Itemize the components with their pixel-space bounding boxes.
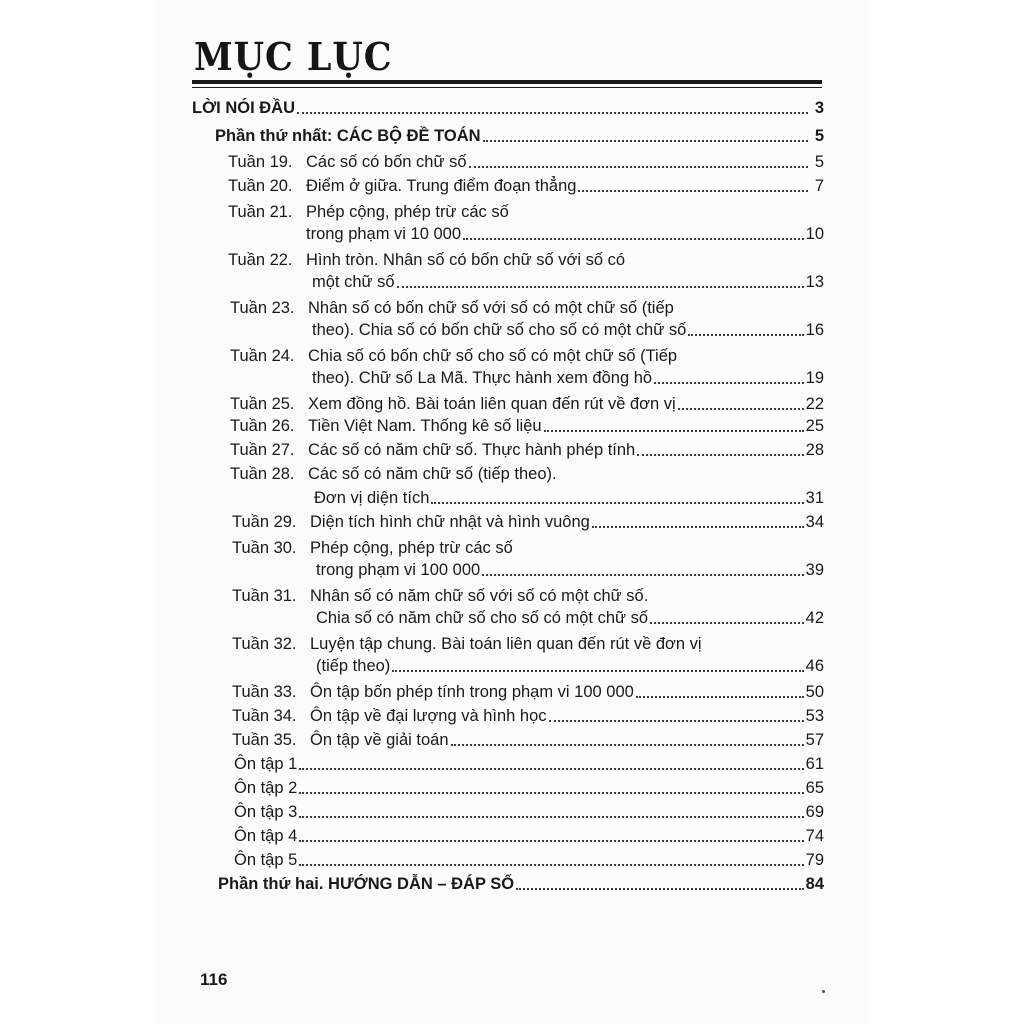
toc-page-number: 31: [805, 489, 824, 507]
toc-entry-week-29[interactable]: [232, 510, 824, 532]
toc-entry-text: Diện tích hình chữ nhật và hình vuông: [310, 513, 590, 531]
toc-entry-text: Nhân số có bốn chữ số với số có một chữ số (tiếp: [308, 299, 674, 317]
toc-entry-text: Phép cộng, phép trừ các số: [306, 203, 509, 221]
dot-leader: [678, 408, 804, 410]
week-label: Tuần 28.: [230, 465, 295, 483]
dot-leader: [654, 382, 804, 384]
dot-leader: [482, 574, 803, 576]
toc-entry-week-23-line1[interactable]: [230, 296, 674, 318]
toc-entry-week-35[interactable]: [232, 728, 824, 750]
toc-entry-text: Chia số có năm chữ số cho số có một chữ số: [316, 609, 649, 627]
toc-page-number: 10: [805, 225, 824, 243]
week-label: Tuần 27.: [230, 441, 295, 459]
toc-page-number: 84: [805, 875, 824, 893]
toc-page-number: 65: [805, 779, 824, 797]
toc-entry-text: Các số có bốn chữ số: [306, 153, 467, 171]
toc-entry-week-31[interactable]: [316, 606, 824, 628]
toc-page-number: 5: [814, 153, 824, 171]
toc-entry-text: Ôn tập bốn phép tính trong phạm vi 100 000: [310, 683, 634, 701]
toc-page-number: 16: [805, 321, 824, 339]
toc-entry-text: theo). Chia số có bốn chữ số cho số có một chữ số: [312, 321, 687, 339]
toc-entry-part2[interactable]: [218, 872, 824, 894]
dot-leader: [297, 112, 808, 114]
dot-leader: [451, 744, 804, 746]
toc-entry-text: Luyện tập chung. Bài toán liên quan đến rút về đơn vị: [310, 635, 702, 653]
toc-entry-week-28-line1[interactable]: [230, 462, 557, 484]
dot-leader: [469, 166, 808, 168]
toc-entry-text: Phần thứ nhất: CÁC BỘ ĐỀ TOÁN: [215, 127, 481, 145]
week-label: Tuần 30.: [232, 539, 297, 557]
dot-leader: [483, 140, 808, 142]
dot-leader: [544, 430, 804, 432]
toc-entry-week-28[interactable]: [314, 486, 824, 508]
dot-leader: [578, 190, 808, 192]
toc-entry-week-27[interactable]: [230, 438, 824, 460]
toc-entry-week-21-line1[interactable]: [228, 200, 509, 222]
dot-leader: [549, 720, 804, 722]
dot-leader: [299, 816, 803, 818]
toc-page-number: 69: [805, 803, 824, 821]
week-label: Tuần 29.: [232, 513, 297, 531]
toc-page-number: 50: [805, 683, 824, 701]
toc-page-number: 34: [805, 513, 824, 531]
dot-leader: [299, 792, 803, 794]
dot-leader: [636, 696, 804, 698]
toc-entry-text: Ôn tập 2: [234, 779, 298, 797]
toc-page-number: 22: [805, 395, 824, 413]
toc-entry-text: LỜI NÓI ĐẦU: [192, 99, 295, 117]
toc-entry-text: Ôn tập 4: [234, 827, 298, 845]
week-label: Tuần 21.: [228, 203, 293, 221]
week-label: Tuần 31.: [232, 587, 297, 605]
toc-entry-week-26[interactable]: [230, 414, 824, 436]
toc-entry-text: Xem đồng hồ. Bài toán liên quan đến rút về đơn vị: [308, 395, 676, 413]
page-number: 116: [200, 970, 228, 989]
toc-page-number: 39: [805, 561, 824, 579]
week-label: Tuần 26.: [230, 417, 295, 435]
toc-entry-text: Đơn vị diện tích: [314, 489, 430, 507]
toc-entry-text: trong phạm vi 10 000: [306, 225, 462, 243]
week-label: Tuần 25.: [230, 395, 295, 413]
week-label: Tuần 22.: [228, 251, 293, 269]
dot-leader: [392, 670, 803, 672]
week-label: Tuần 24.: [230, 347, 295, 365]
toc-page-number: 3: [814, 99, 824, 117]
toc-page-number: 42: [805, 609, 824, 627]
toc-entry-week-31-line1[interactable]: [232, 584, 648, 606]
dot-leader: [397, 286, 804, 288]
toc-page-number: 57: [805, 731, 824, 749]
dot-leader: [637, 454, 803, 456]
toc-page-number: 5: [814, 127, 824, 145]
toc-page-number: 79: [805, 851, 824, 869]
dot-leader: [431, 502, 803, 504]
week-label: Tuần 33.: [232, 683, 297, 701]
toc-entry-week-22[interactable]: [312, 270, 824, 292]
toc-entry-text: Ôn tập về đại lượng và hình học: [310, 707, 547, 725]
week-label: Tuần 34.: [232, 707, 297, 725]
toc-page-number: 46: [805, 657, 824, 675]
toc-entry-week-22-line1[interactable]: [228, 248, 625, 270]
toc-entry-text: Phép cộng, phép trừ các số: [310, 539, 513, 557]
toc-entry-week-32[interactable]: [316, 654, 824, 676]
toc-entry-week-24[interactable]: [312, 366, 824, 388]
week-label: Tuần 19.: [228, 153, 293, 171]
toc-entry-week-25[interactable]: [230, 392, 824, 414]
dot-leader: [299, 840, 803, 842]
toc-entry-week-21[interactable]: [306, 222, 824, 244]
page-title: MỤC LỤC: [194, 34, 393, 79]
toc-entry-text: trong phạm vi 100 000: [316, 561, 481, 579]
toc-entry-text: Chia số có bốn chữ số cho số có một chữ số (Tiếp: [308, 347, 678, 365]
toc-entry-week-23[interactable]: [312, 318, 824, 340]
toc-entry-text: Ôn tập về giải toán: [310, 731, 449, 749]
dot-leader: [299, 768, 803, 770]
week-label: Tuần 35.: [232, 731, 297, 749]
toc-entry-text: Nhân số có năm chữ số với số có một chữ số.: [310, 587, 649, 605]
toc-entry-week-33[interactable]: [232, 680, 824, 702]
toc-entry-review-1[interactable]: [234, 752, 824, 774]
dot-leader: [592, 526, 804, 528]
week-label: Tuần 32.: [232, 635, 297, 653]
toc-page-number: 28: [805, 441, 824, 459]
scan-speck: [822, 990, 825, 993]
toc-entry-text: theo). Chữ số La Mã. Thực hành xem đồng hồ: [312, 369, 653, 387]
toc-entry-week-19[interactable]: [228, 150, 824, 172]
toc-entry-text: Ôn tập 5: [234, 851, 298, 869]
toc-page-number: 13: [805, 273, 824, 291]
dot-leader: [463, 238, 804, 240]
toc-page-number: 53: [805, 707, 824, 725]
toc-page-number: 7: [814, 177, 824, 195]
toc-page-number: 25: [805, 417, 824, 435]
toc-entry-review-2[interactable]: [234, 776, 824, 798]
dot-leader: [516, 888, 804, 890]
toc-entry-text: Ôn tập 1: [234, 755, 298, 773]
toc-entry-week-32-line1[interactable]: [232, 632, 702, 654]
toc-entry-week-34[interactable]: [232, 704, 824, 726]
toc-entry-week-30[interactable]: [316, 558, 824, 580]
toc-entry-part1[interactable]: [215, 124, 824, 146]
toc-page-number: 61: [805, 755, 824, 773]
toc-entry-text: Tiền Việt Nam. Thống kê số liệu: [308, 417, 542, 435]
dot-leader: [650, 622, 804, 624]
toc-page-number: 19: [805, 369, 824, 387]
toc-entry-text: Điểm ở giữa. Trung điểm đoạn thẳng: [306, 177, 577, 195]
week-label: Tuần 23.: [230, 299, 295, 317]
toc-entry-text: (tiếp theo): [316, 657, 391, 675]
toc-entry-text: Ôn tập 3: [234, 803, 298, 821]
toc-entry-week-24-line1[interactable]: [230, 344, 677, 366]
toc-entry-review-5[interactable]: [234, 848, 824, 870]
toc-entry-review-3[interactable]: [234, 800, 824, 822]
week-label: Tuần 20.: [228, 177, 293, 195]
toc-entry-text: một chữ số: [312, 273, 395, 291]
toc-entry-week-30-line1[interactable]: [232, 536, 513, 558]
toc-entry-week-20[interactable]: [228, 174, 824, 196]
toc-entry-text: Các số có năm chữ số. Thực hành phép tính: [308, 441, 636, 459]
toc-entry-text: Phần thứ hai. HƯỚNG DẪN – ĐÁP SỐ: [218, 875, 515, 893]
toc-entry-review-4[interactable]: [234, 824, 824, 846]
toc-page-number: 74: [805, 827, 824, 845]
toc-entry-preface[interactable]: [192, 96, 824, 118]
toc-entry-text: Các số có năm chữ số (tiếp theo).: [308, 465, 557, 483]
dot-leader: [688, 334, 803, 336]
dot-leader: [299, 864, 803, 866]
toc-entry-text: Hình tròn. Nhân số có bốn chữ số với số có: [306, 251, 626, 269]
